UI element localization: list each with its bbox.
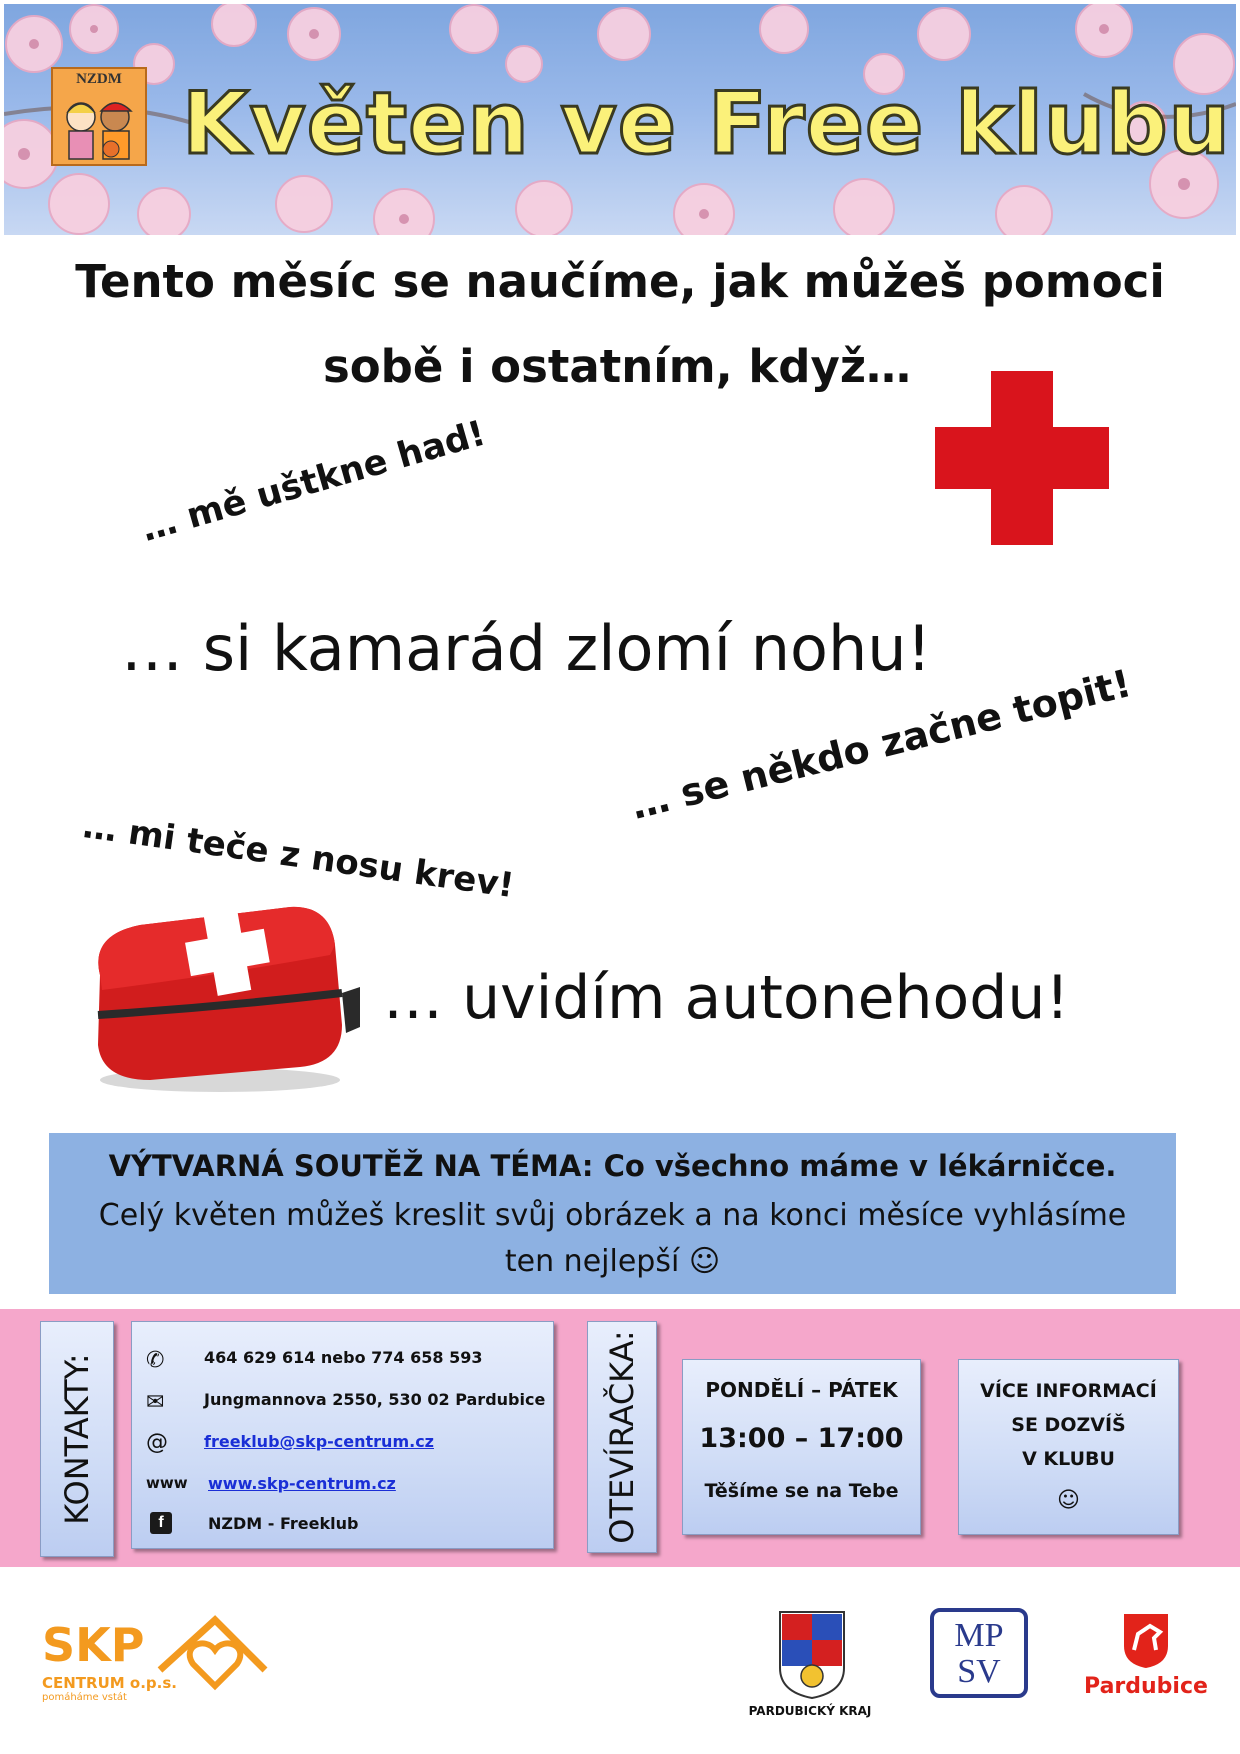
more-info-line-3: V KLUBU [1022,1448,1115,1470]
skp-centrum-logo [40,1610,270,1710]
opening-label: OTEVÍRAČKA: [603,1330,641,1544]
page-title: Květen ve Free klubu [182,74,1231,174]
nzdm-logo [51,67,147,166]
coat-of-arms-icon [740,1610,880,1700]
phrase-drowning: … se někdo začne topit! [626,661,1136,828]
more-info-line-1: VÍCE INFORMACÍ [980,1380,1157,1402]
horse-shield-icon [1076,1610,1216,1670]
headline-line-1: Tento měsíc se naučíme, jak můžeš pomoci [75,255,1165,308]
mpsv-logo [930,1608,1034,1704]
first-aid-kit-icon [80,895,360,1095]
contact-facebook: NZDM - Freeklub [208,1514,359,1533]
phrase-car-accident: … uvidím autonehodu! [383,963,1070,1033]
mpsv-logo-frame [930,1608,1028,1698]
contest-title: VÝTVARNÁ SOUTĚŽ NA TÉMA: Co všechno máme v lékárničce. [108,1149,1117,1183]
www-label: www [146,1474,188,1492]
contacts-label: KONTAKTY: [58,1353,96,1525]
at-sign-icon: @ [146,1430,168,1455]
phrase-nosebleed: … mi teče z nosu krev! [80,806,517,907]
headline-line-2: sobě i ostatním, když… [322,340,912,393]
facebook-icon: f [150,1512,172,1534]
more-info-line-2: SE DOZVÍŠ [1011,1414,1126,1436]
contact-address: Jungmannova 2550, 530 02 Pardubice [204,1390,546,1409]
envelope-icon: ✉ [146,1390,165,1415]
skp-motto: pomáháme vstát [42,1692,127,1703]
contest-box [49,1133,1176,1294]
phrase-snake-bite: … mě uštkne had! [136,413,490,550]
contacts-box [131,1321,554,1549]
city-name: Pardubice [1084,1674,1208,1699]
contact-phone: 464 629 614 nebo 774 658 593 [204,1348,483,1367]
header-banner [4,4,1236,235]
contact-web-link[interactable]: www.skp-centrum.cz [208,1474,396,1493]
smiley-icon: ☺ [1057,1488,1080,1513]
skp-subtitle: CENTRUM o.p.s. [42,1674,177,1692]
phrase-broken-leg: … si kamarád zlomí nohu! [121,612,932,685]
opening-label-box [587,1321,657,1553]
mpsv-top: MP [954,1617,1004,1654]
pardubicky-kraj-logo [740,1610,880,1725]
nzdm-logo-text: NZDM [76,71,122,87]
kraj-name: PARDUBICKÝ KRAJ [748,1704,872,1718]
more-info-box [958,1359,1179,1535]
contact-email-link[interactable]: freeklub@skp-centrum.cz [204,1432,434,1451]
opening-hours-box [682,1359,921,1535]
phone-icon: ✆ [146,1348,165,1373]
mpsv-bottom: SV [957,1653,1001,1690]
skp-name: SKP [42,1618,145,1672]
contacts-label-box [40,1321,114,1557]
pardubice-logo [1076,1610,1216,1720]
contest-line-1: Celý květen můžeš kreslit svůj obrázek a na konci měsíce vyhlásíme [98,1198,1127,1233]
red-cross-icon [935,371,1109,545]
opening-note: Těšíme se na Tebe [704,1480,899,1502]
contest-line-2: ten nejlepší ☺ [504,1244,721,1279]
opening-hours: 13:00 – 17:00 [699,1423,904,1454]
opening-days: PONDĚLÍ – PÁTEK [705,1378,898,1402]
contest-description [49,1193,1176,1285]
kids-illustration-icon [53,69,145,164]
